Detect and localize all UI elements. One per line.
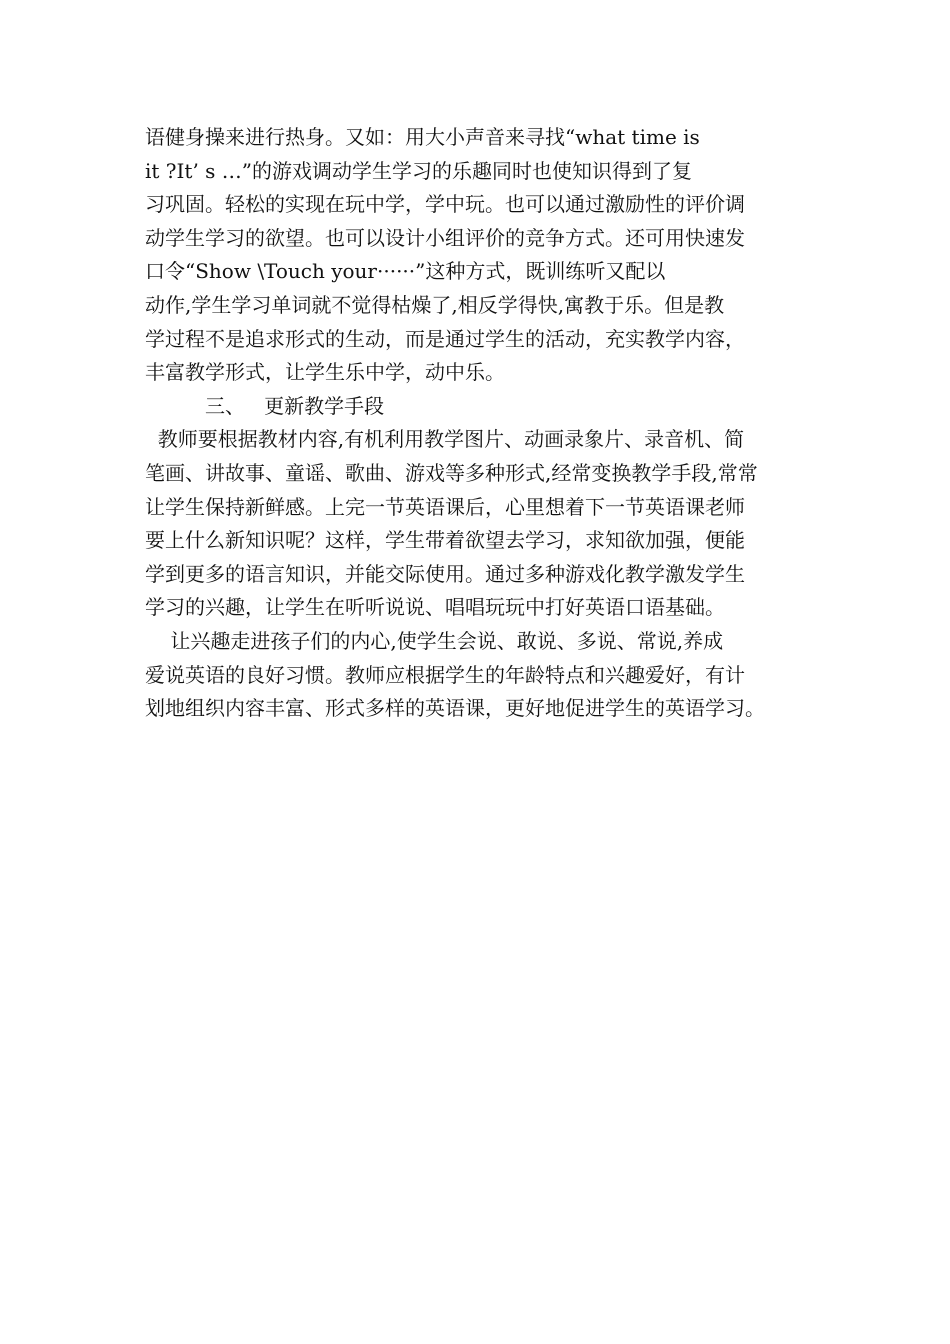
text-line: 习巩固。轻松的实现在玩中学，学中玩。也可以通过激励性的评价调 xyxy=(145,192,745,217)
text-line: 口令“Show \Touch your······”这种方式，既训练听又配以 xyxy=(145,259,666,284)
text-line: 动学生学习的欲望。也可以设计小组评价的竞争方式。还可用快速发 xyxy=(145,225,745,250)
text-line: it ?It’ s …”的游戏调动学生学习的乐趣同时也使知识得到了复 xyxy=(145,158,693,183)
text-line: 爱说英语的良好习惯。教师应根据学生的年龄特点和兴趣爱好，有计 xyxy=(145,662,745,687)
text-line: 让兴趣走进孩子们的内心,使学生会说、敢说、多说、常说,养成 xyxy=(145,628,724,653)
text-line: 划地组织内容丰富、形式多样的英语课，更好地促进学生的英语学习。 xyxy=(145,696,765,721)
text-line: 学习的兴趣，让学生在听听说说、唱唱玩玩中打好英语口语基础。 xyxy=(145,595,725,620)
text-line: 学过程不是追求形式的生动，而是通过学生的活动，充实教学内容， xyxy=(145,326,745,351)
text-line: 语健身操来进行热身。又如：用大小声音来寻找“what time is xyxy=(145,125,700,149)
body-text xyxy=(145,121,825,726)
text-line: 笔画、讲故事、童谣、歌曲、游戏等多种形式,经常变换教学手段,常常 xyxy=(145,460,758,485)
text-line: 让学生保持新鲜感。上完一节英语课后，心里想着下一节英语课老师 xyxy=(145,494,745,519)
text-line: 动作,学生学习单词就不觉得枯燥了,相反学得快,寓教于乐。但是教 xyxy=(145,292,725,317)
text-line: 教师要根据教材内容,有机利用教学图片、动画录象片、录音机、简 xyxy=(145,427,745,452)
section-heading: 三、 更新教学手段 xyxy=(205,393,385,418)
text-line: 学到更多的语言知识，并能交际使用。通过多种游戏化教学激发学生 xyxy=(145,561,745,586)
text-line: 要上什么新知识呢？这样，学生带着欲望去学习，求知欲加强，便能 xyxy=(145,528,745,553)
text-line: 丰富教学形式，让学生乐中学，动中乐。 xyxy=(145,360,505,385)
